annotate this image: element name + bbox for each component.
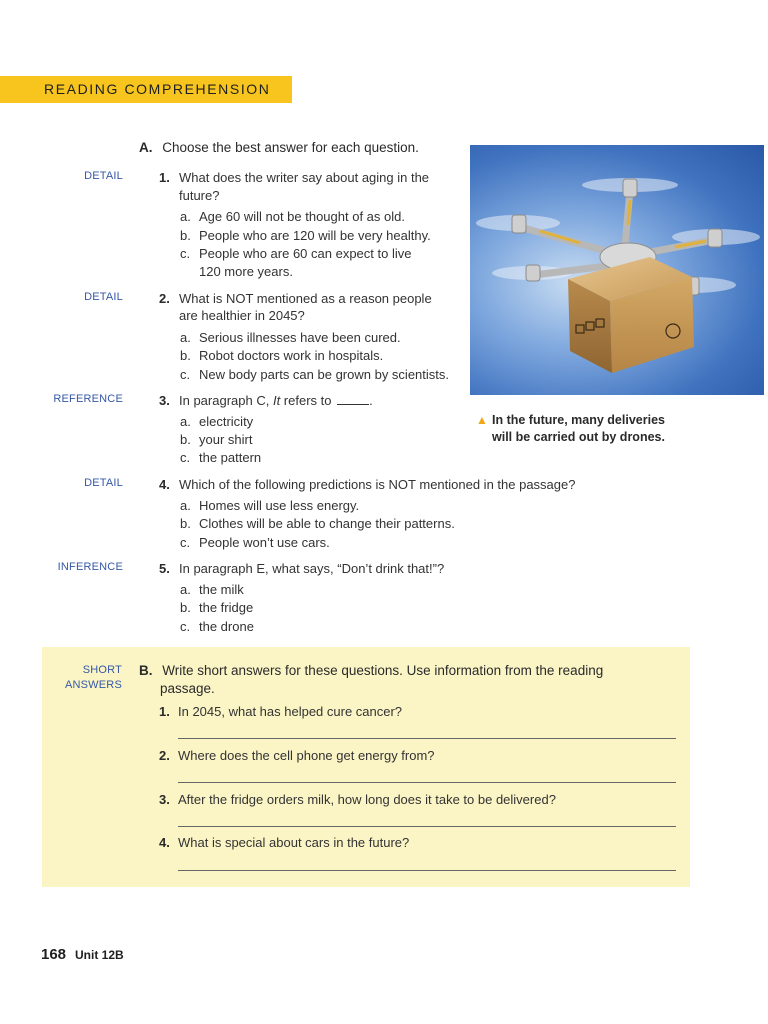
short-question-4-text: What is special about cars in the future? <box>178 835 410 850</box>
short-question-1-text: In 2045, what has helped cure cancer? <box>178 704 403 719</box>
option-letter: a. <box>180 498 191 513</box>
option-letter: c. <box>180 450 191 465</box>
short-question-3-text: After the fridge orders milk, how long does it take to be delivered? <box>178 792 556 807</box>
option-text: electricity <box>199 414 254 429</box>
option-text: People won’t use cars. <box>199 535 330 550</box>
question-3-text-em: It <box>272 393 281 408</box>
answer-blank <box>337 404 369 405</box>
question-4-number: 4. <box>159 477 170 492</box>
question-5-number: 5. <box>159 561 170 576</box>
question-5-option-c[interactable] <box>180 619 254 634</box>
question-1-option-c[interactable] <box>180 246 411 261</box>
question-1-number: 1. <box>159 170 170 185</box>
option-text: People who are 120 will be very healthy. <box>199 228 431 243</box>
option-text: Robot doctors work in hospitals. <box>199 348 384 363</box>
page-number: 168 <box>41 946 67 963</box>
section-b-instruction-cont <box>160 681 215 696</box>
question-4-option-c[interactable] <box>180 535 330 550</box>
option-letter: b. <box>180 516 191 531</box>
section-b-tag-line-2: ANSWERS <box>64 679 122 691</box>
question-1-tag: DETAIL <box>84 170 123 182</box>
question-4-tag: DETAIL <box>84 477 123 489</box>
section-b-tag <box>40 663 122 693</box>
option-letter: a. <box>180 330 191 345</box>
question-1-option-c-cont: 120 more years. <box>199 264 293 279</box>
section-b-instruction-line-2: passage. <box>160 681 215 696</box>
option-text: People who are 60 can expect to live <box>199 246 412 261</box>
section-b-tag-line-1: SHORT <box>82 664 122 676</box>
question-3-text-post: refers to <box>280 393 336 408</box>
question-5-option-b[interactable] <box>180 600 253 615</box>
question-1-option-b[interactable] <box>180 228 431 243</box>
question-1-text-line-2: future? <box>179 188 220 203</box>
question-2-number: 2. <box>159 291 170 306</box>
option-letter: a. <box>180 414 191 429</box>
option-letter: c. <box>180 367 191 382</box>
option-letter: c. <box>180 535 191 550</box>
question-1-text-line-1: What does the writer say about aging in the <box>179 170 430 185</box>
question-2-tag: DETAIL <box>84 291 123 303</box>
question-5-text: In paragraph E, what says, “Don’t drink that!”? <box>179 561 445 576</box>
question-4-option-b[interactable] <box>180 516 455 531</box>
caption-line-2: will be carried out by drones. <box>492 430 665 444</box>
question-4-text: Which of the following predictions is NOT mentioned in the passage? <box>179 477 576 492</box>
answer-line-3[interactable] <box>178 826 676 827</box>
option-text: Age 60 will not be thought of as old. <box>199 209 405 224</box>
option-letter: a. <box>180 582 191 597</box>
unit-label: Unit 12B <box>75 948 124 962</box>
answer-line-2[interactable] <box>178 782 676 783</box>
option-text: the pattern <box>199 450 262 465</box>
question-5-option-a[interactable] <box>180 582 244 597</box>
question-2-option-b[interactable] <box>180 348 383 363</box>
section-a-instruction: Choose the best answer for each question. <box>162 140 419 155</box>
question-4-option-a[interactable] <box>180 498 359 513</box>
option-text: the fridge <box>199 600 254 615</box>
short-question-4-number: 4. <box>159 835 170 850</box>
section-b-instruction-line-1: Write short answers for these questions. Use information from the reading <box>162 663 604 678</box>
question-2-option-a[interactable] <box>180 330 401 345</box>
option-letter: b. <box>180 348 191 363</box>
question-2-text-line-1: What is NOT mentioned as a reason people <box>179 291 432 306</box>
drone-illustration <box>470 145 764 395</box>
section-a-letter: A. <box>139 140 153 155</box>
option-text: Clothes will be able to change their patterns. <box>199 516 455 531</box>
section-banner <box>0 76 292 103</box>
question-3-text: In paragraph C, It refers to . <box>179 393 373 408</box>
option-text: Serious illnesses have been cured. <box>199 330 401 345</box>
question-1-option-a[interactable] <box>180 209 405 224</box>
section-b-letter: B. <box>139 663 153 678</box>
short-question-2-number: 2. <box>159 748 170 763</box>
option-text: Homes will use less energy. <box>199 498 360 513</box>
question-2-option-c[interactable] <box>180 367 449 382</box>
option-letter: b. <box>180 228 191 243</box>
section-title: READING COMPREHENSION <box>44 81 271 97</box>
option-text: the drone <box>199 619 254 634</box>
drone-delivery-photo <box>470 145 764 395</box>
question-3-option-a[interactable] <box>180 414 253 429</box>
question-3-option-c[interactable] <box>180 450 261 465</box>
answer-line-1[interactable] <box>178 738 676 739</box>
option-text: New body parts can be grown by scientists. <box>199 367 450 382</box>
section-a-heading <box>139 140 419 155</box>
short-question-1-number: 1. <box>159 704 170 719</box>
option-letter: a. <box>180 209 191 224</box>
answer-line-4[interactable] <box>178 870 676 871</box>
question-5-tag: INFERENCE <box>57 561 123 573</box>
option-letter: b. <box>180 432 191 447</box>
option-letter: c. <box>180 246 191 261</box>
option-letter: b. <box>180 600 191 615</box>
caption-line-1: In the future, many deliveries <box>492 413 665 427</box>
option-letter: c. <box>180 619 191 634</box>
question-3-tag: REFERENCE <box>53 393 123 405</box>
question-3-number: 3. <box>159 393 170 408</box>
question-3-text-pre: In paragraph C, <box>179 393 273 408</box>
question-3-option-b[interactable] <box>180 432 252 447</box>
caret-up-icon: ▲ <box>476 413 488 427</box>
short-question-3-number: 3. <box>159 792 170 807</box>
option-text: the milk <box>199 582 244 597</box>
section-b-heading <box>139 663 603 678</box>
short-question-2-text: Where does the cell phone get energy from? <box>178 748 435 763</box>
question-2-text-line-2: are healthier in 2045? <box>179 308 305 323</box>
option-text: your shirt <box>199 432 253 447</box>
